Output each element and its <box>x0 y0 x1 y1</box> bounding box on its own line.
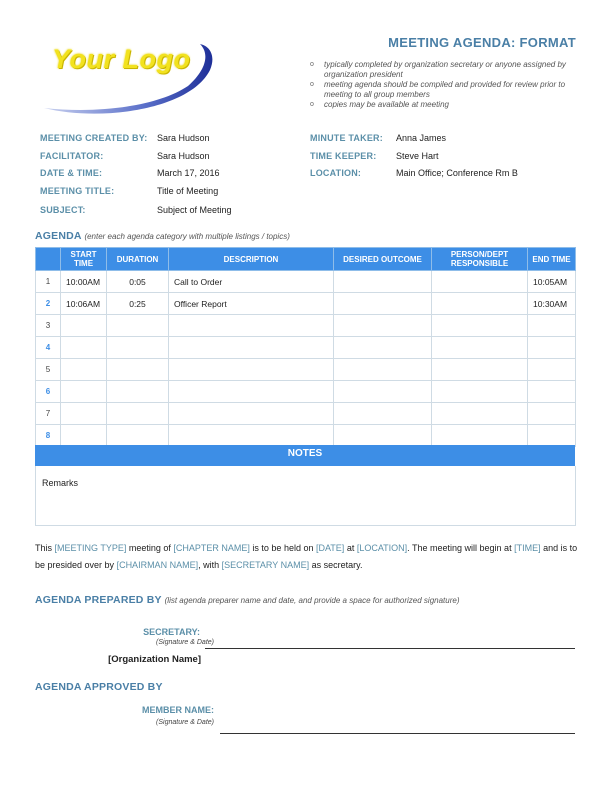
prepared-heading-note: (list agenda preparer name and date, and provide a space for authorized signature) <box>164 596 460 605</box>
document-title: MEETING AGENDA: FORMAT <box>388 35 576 50</box>
row-number: 1 <box>36 271 61 293</box>
row-number: 8 <box>36 425 61 447</box>
member-name-label: MEMBER NAME: <box>142 705 214 715</box>
outcome-cell[interactable] <box>334 337 432 359</box>
meeting-type-placeholder[interactable]: [MEETING TYPE] <box>54 543 127 553</box>
person-cell[interactable] <box>432 403 528 425</box>
outcome-cell[interactable] <box>334 359 432 381</box>
organization-name: [Organization Name] <box>108 654 201 665</box>
secretary-label: SECRETARY: <box>143 627 200 637</box>
column-header: START TIME <box>61 248 107 271</box>
end-time-cell[interactable]: 10:30AM <box>528 293 576 315</box>
outcome-cell[interactable] <box>334 315 432 337</box>
instruction-item: o typically completed by organization secretary or anyone assigned by organization president <box>310 60 575 80</box>
end-time-cell[interactable] <box>528 381 576 403</box>
meeting-statement <box>35 540 580 573</box>
end-time-cell[interactable] <box>528 425 576 447</box>
start-time-cell[interactable] <box>61 381 107 403</box>
start-time-cell[interactable] <box>61 359 107 381</box>
info-value: Steve Hart <box>396 151 439 161</box>
secretary-signature-line[interactable] <box>205 648 575 649</box>
column-header: DESCRIPTION <box>169 248 334 271</box>
secretary-name-placeholder[interactable]: [SECRETARY NAME] <box>221 559 310 570</box>
table-row <box>36 315 576 337</box>
agenda-heading <box>35 230 290 242</box>
info-value: Anna James <box>396 133 447 143</box>
row-number: 6 <box>36 381 61 403</box>
description-cell[interactable] <box>169 315 334 337</box>
row-number: 3 <box>36 315 61 337</box>
end-time-cell[interactable]: 10:05AM <box>528 271 576 293</box>
location-placeholder[interactable]: [LOCATION] <box>356 543 408 553</box>
instructions-list <box>310 60 575 110</box>
chairman-name-placeholder[interactable]: [CHAIRMAN NAME] <box>116 559 199 570</box>
info-label: MEETING TITLE: <box>40 186 115 196</box>
table-row <box>36 359 576 381</box>
description-cell[interactable] <box>169 337 334 359</box>
end-time-cell[interactable] <box>528 337 576 359</box>
description-cell[interactable] <box>169 425 334 447</box>
instruction-item: o meeting agenda should be compiled and provided for review prior to meeting to all group members <box>310 80 575 100</box>
duration-cell[interactable] <box>107 381 169 403</box>
duration-cell[interactable] <box>107 359 169 381</box>
statement-text: is to be held on <box>249 543 316 553</box>
statement-text: . The meeting will begin at <box>407 543 515 553</box>
duration-cell[interactable]: 0:05 <box>107 271 169 293</box>
info-value: Subject of Meeting <box>157 205 232 215</box>
row-number: 7 <box>36 403 61 425</box>
start-time-cell[interactable] <box>61 425 107 447</box>
table-row <box>36 381 576 403</box>
prepared-heading-text: AGENDA PREPARED BY <box>35 594 162 606</box>
outcome-cell[interactable] <box>334 425 432 447</box>
description-cell[interactable] <box>169 381 334 403</box>
notes-heading: NOTES <box>35 445 575 466</box>
statement-text: meeting of <box>126 543 174 553</box>
person-cell[interactable] <box>432 337 528 359</box>
table-header-row <box>36 248 576 271</box>
notes-box[interactable] <box>35 466 576 526</box>
start-time-cell[interactable]: 10:00AM <box>61 271 107 293</box>
person-cell[interactable] <box>432 359 528 381</box>
person-cell[interactable] <box>432 381 528 403</box>
duration-cell[interactable] <box>107 403 169 425</box>
statement-text: at <box>344 543 357 553</box>
end-time-cell[interactable] <box>528 403 576 425</box>
statement-text: , with <box>198 559 222 570</box>
info-value: March 17, 2016 <box>157 168 220 178</box>
logo-text: Your Logo <box>52 44 191 74</box>
agenda-table <box>35 247 576 447</box>
description-cell[interactable] <box>169 403 334 425</box>
column-header: PERSON/DEPT RESPONSIBLE <box>432 248 528 271</box>
info-label: DATE & TIME: <box>40 168 103 178</box>
table-row <box>36 403 576 425</box>
member-signature-line[interactable] <box>220 733 575 734</box>
statement-text: as secretary. <box>309 559 363 570</box>
person-cell[interactable] <box>432 315 528 337</box>
table-row <box>36 271 576 293</box>
logo <box>40 40 220 120</box>
info-label: MEETING CREATED BY: <box>40 133 148 143</box>
outcome-cell[interactable] <box>334 271 432 293</box>
agenda-heading-note: (enter each agenda category with multiple listings / topics) <box>84 232 290 241</box>
start-time-cell[interactable] <box>61 315 107 337</box>
duration-cell[interactable] <box>107 315 169 337</box>
person-cell[interactable] <box>432 293 528 315</box>
description-cell[interactable]: Call to Order <box>169 271 334 293</box>
info-value: Title of Meeting <box>157 186 219 196</box>
info-value: Main Office; Conference Rm B <box>396 168 518 178</box>
start-time-cell[interactable] <box>61 337 107 359</box>
description-cell[interactable] <box>169 359 334 381</box>
prepared-heading <box>35 594 460 606</box>
statement-text: and is to be presided over by <box>35 543 578 570</box>
statement-text: This <box>35 543 55 553</box>
column-header: END TIME <box>528 248 576 271</box>
member-signature-hint: (Signature & Date) <box>156 719 214 726</box>
end-time-cell[interactable] <box>528 315 576 337</box>
info-value: Sara Hudson <box>157 151 210 161</box>
outcome-cell[interactable] <box>334 381 432 403</box>
column-header <box>36 248 61 271</box>
person-cell[interactable] <box>432 271 528 293</box>
row-number: 4 <box>36 337 61 359</box>
person-cell[interactable] <box>432 425 528 447</box>
secretary-signature-hint: (Signature & Date) <box>156 639 214 646</box>
duration-cell[interactable] <box>107 337 169 359</box>
agenda-heading-text: AGENDA <box>35 230 82 242</box>
column-header: DURATION <box>107 248 169 271</box>
outcome-cell[interactable] <box>334 403 432 425</box>
start-time-cell[interactable]: 10:06AM <box>61 293 107 315</box>
info-label: LOCATION: <box>310 168 362 178</box>
info-label: FACILITATOR: <box>40 151 104 161</box>
info-value: Sara Hudson <box>157 133 210 143</box>
date-placeholder[interactable]: [DATE] <box>315 543 345 553</box>
start-time-cell[interactable] <box>61 403 107 425</box>
row-number: 5 <box>36 359 61 381</box>
description-cell[interactable]: Officer Report <box>169 293 334 315</box>
info-label: TIME KEEPER: <box>310 151 377 161</box>
row-number: 2 <box>36 293 61 315</box>
approved-heading: AGENDA APPROVED BY <box>35 681 163 693</box>
instruction-item: o copies may be available at meeting <box>310 100 575 110</box>
table-row <box>36 425 576 447</box>
table-row <box>36 293 576 315</box>
outcome-cell[interactable] <box>334 293 432 315</box>
notes-text: Remarks <box>42 478 79 488</box>
chapter-name-placeholder[interactable]: [CHAPTER NAME] <box>173 543 250 553</box>
end-time-cell[interactable] <box>528 359 576 381</box>
info-label: MINUTE TAKER: <box>310 133 383 143</box>
duration-cell[interactable] <box>107 425 169 447</box>
duration-cell[interactable]: 0:25 <box>107 293 169 315</box>
time-placeholder[interactable]: [TIME] <box>514 543 541 553</box>
column-header: DESIRED OUTCOME <box>334 248 432 271</box>
info-label: SUBJECT: <box>40 205 86 215</box>
table-row <box>36 337 576 359</box>
